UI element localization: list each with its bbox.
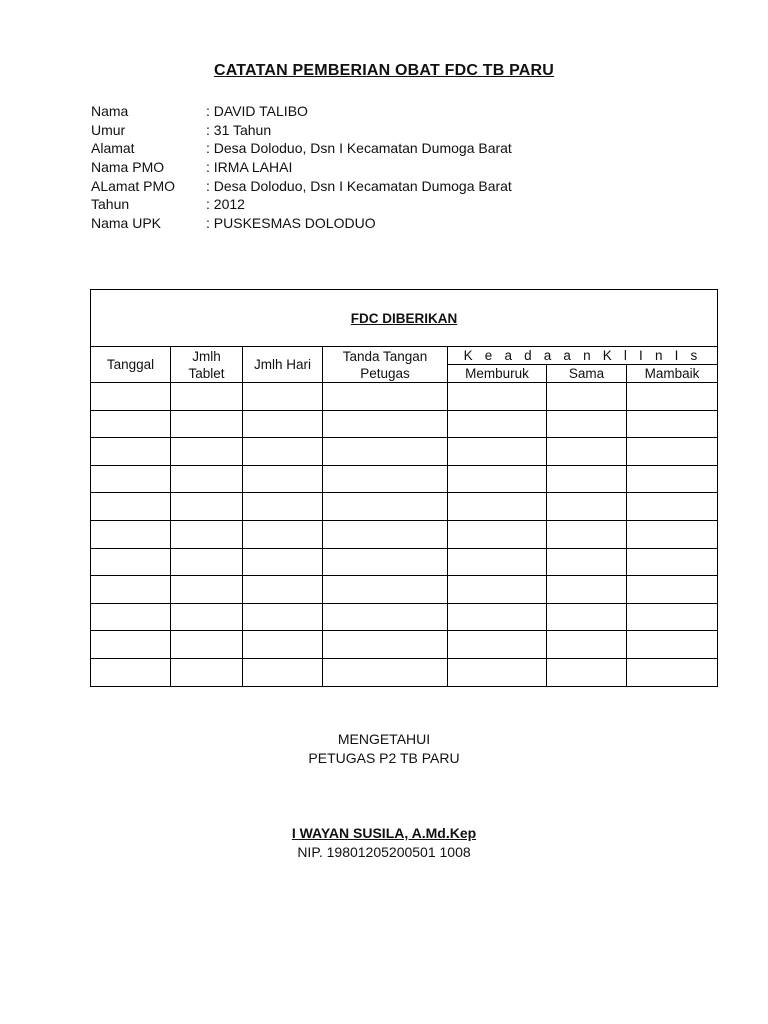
header-tanggal: Tanggal [91,347,171,383]
table-row [91,603,718,631]
table-cell [547,548,627,576]
table-row [91,493,718,521]
table-cell [171,603,243,631]
table-cell [627,603,718,631]
info-value: : DAVID TALIBO [206,103,308,119]
table-cell [627,576,718,604]
table-cell [91,520,171,548]
info-value: : IRMA LAHAI [206,159,293,176]
table-cell [171,520,243,548]
table-cell [91,438,171,466]
table-row [91,548,718,576]
table-cell [448,631,547,659]
table-cell [627,520,718,548]
table-row [91,465,718,493]
table-cell [91,548,171,576]
document-title: CATATAN PEMBERIAN OBAT FDC TB PARU [213,62,555,79]
table-cell [171,548,243,576]
header-jmlh-tablet [171,347,243,383]
table-cell [243,465,323,493]
table-cell [323,383,448,411]
table-cell [448,576,547,604]
info-label: Tahun [91,196,130,213]
table-cell [243,410,323,438]
info-label: Umur [91,121,126,138]
table-cell [171,438,243,466]
table-row [91,438,718,466]
info-row-umur [91,121,512,140]
table-cell [323,493,448,521]
info-label: Alamat [91,140,135,157]
table-cell [627,548,718,576]
table-cell [171,631,243,659]
table-cell [91,576,171,604]
table-cell [323,658,448,686]
patient-info [91,102,512,233]
header-jmlh-hari: Jmlh Hari [243,347,323,383]
table-cell [171,576,243,604]
table-cell [448,438,547,466]
table-cell [547,465,627,493]
table-cell [243,658,323,686]
table-cell [627,465,718,493]
table-cell [243,603,323,631]
table-cell [448,548,547,576]
table-cell [171,658,243,686]
table-cell [547,658,627,686]
table-cell [243,548,323,576]
table-cell [448,658,547,686]
table-cell [243,576,323,604]
table-cell [547,520,627,548]
table-cell [323,520,448,548]
table-cell [547,576,627,604]
info-row-nama-upk [91,214,512,233]
header-membaik: Mambaik [627,365,718,383]
info-row-tahun [91,195,512,214]
info-label: Nama PMO [91,159,165,176]
table-cell [91,383,171,411]
header-tanda-tangan-line2: Petugas [360,365,410,381]
info-value: : 2012 [206,196,245,213]
table-cell [243,493,323,521]
table-cell [171,465,243,493]
table-cell [627,410,718,438]
table-cell [547,383,627,411]
table-title: FDC DIBERIKAN [91,290,718,347]
signatory-nip: NIP. 19801205200501 1008 [297,844,471,860]
table-row [91,410,718,438]
table-cell [91,410,171,438]
header-sama: Sama [547,365,627,383]
table-cell [91,465,171,493]
table-cell [171,493,243,521]
table-cell [627,631,718,659]
table-cell [547,603,627,631]
table-cell [448,520,547,548]
info-label: Nama UPK [91,215,162,232]
table-body [91,383,718,687]
petugas-label: PETUGAS P2 TB PARU [308,750,460,766]
table-cell [243,520,323,548]
table-row [91,631,718,659]
table-cell [323,410,448,438]
table-cell [91,603,171,631]
table-cell [448,603,547,631]
table-cell [243,383,323,411]
info-row-alamat [91,139,512,158]
info-value: : Desa Doloduo, Dsn I Kecamatan Dumoga Barat [206,140,512,157]
header-tanda-tangan [323,347,448,383]
table-cell [448,410,547,438]
table-cell [547,410,627,438]
info-value: : Desa Doloduo, Dsn I Kecamatan Dumoga Barat [206,177,512,194]
table-cell [547,438,627,466]
table-cell [547,493,627,521]
table-cell [243,438,323,466]
info-value: : 31 Tahun [206,121,272,138]
table-cell [323,465,448,493]
table-cell [323,548,448,576]
info-row-alamat-pmo [91,177,512,196]
table-cell [171,383,243,411]
info-value: : PUSKESMAS DOLODUO [206,215,376,232]
table-cell [91,631,171,659]
table-row [91,576,718,604]
info-label: ALamat PMO [91,177,176,194]
table-cell [448,465,547,493]
table-cell [323,603,448,631]
table-cell [323,438,448,466]
header-memburuk: Memburuk [448,365,547,383]
info-row-nama-pmo [91,158,512,177]
fdc-table [90,289,718,687]
table-cell [243,631,323,659]
mengetahui-label: MENGETAHUI [337,731,431,747]
table-cell [323,631,448,659]
table-row [91,658,718,686]
table-cell [171,410,243,438]
table-cell [448,493,547,521]
table-cell [627,658,718,686]
table-cell [627,438,718,466]
table-cell [91,493,171,521]
header-tanda-tangan-line1: Tanda Tangan [342,348,428,364]
header-jmlh-tablet-line1: Jmlh [192,348,221,364]
table-cell [91,658,171,686]
table-cell [547,631,627,659]
header-jmlh-tablet-line2: Tablet [188,365,225,381]
table-cell [448,383,547,411]
info-row-nama [91,102,512,121]
table-cell [627,493,718,521]
table-row [91,383,718,411]
header-keadaan-klinis: K e a d a a n K l I n I s [448,347,718,365]
table-row [91,520,718,548]
table-cell [323,576,448,604]
signatory-name: I WAYAN SUSILA, A.Md.Kep [291,825,477,841]
table-cell [627,383,718,411]
info-label: Nama [91,103,129,119]
